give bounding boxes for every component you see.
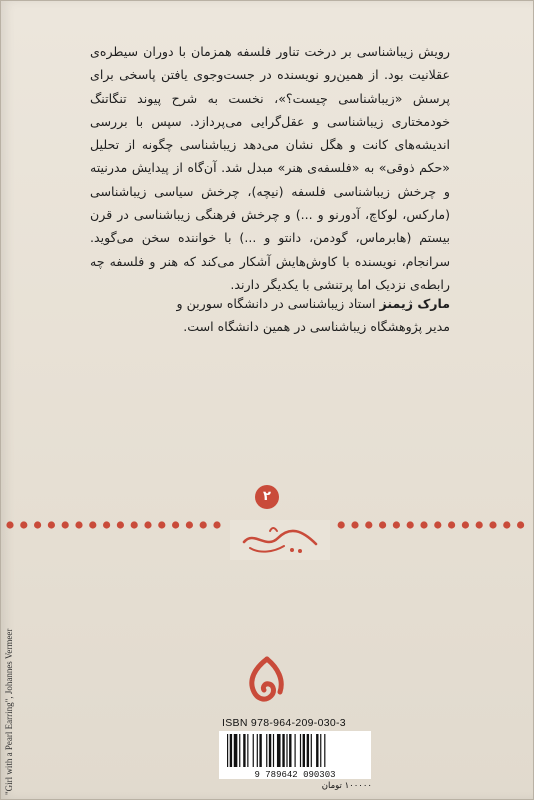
divider-dot: [517, 521, 524, 528]
divider-dot: [476, 521, 483, 528]
barcode-bar: [253, 734, 254, 767]
barcode-digits: 9 789642 090303: [254, 770, 336, 779]
divider-dot: [172, 521, 179, 528]
barcode-bar: [266, 734, 267, 767]
divider-dot: [6, 521, 13, 528]
divider-dot: [20, 521, 27, 528]
divider-dot: [434, 521, 441, 528]
divider-dot: [200, 521, 207, 528]
divider-dot: [462, 521, 469, 528]
author-name: مارک ژیمنز: [379, 296, 450, 311]
barcode-bar: [300, 734, 301, 767]
barcode-bar: [289, 734, 291, 767]
barcode-bar: [227, 734, 228, 767]
author-description: استاد زیباشناسی در دانشگاه سوربن و مدیر پژوهشگاه زیباشناسی در همین دانشگاه است.: [176, 296, 450, 335]
divider-dot: [62, 521, 69, 528]
divider-dot: [158, 521, 165, 528]
divider-dot: [34, 521, 41, 528]
barcode-bar: [239, 734, 240, 767]
barcode-bar: [320, 734, 321, 767]
barcode-bar: [282, 734, 284, 767]
divider-dot: [103, 521, 110, 528]
divider-dot: [338, 521, 345, 528]
barcode-bar: [307, 734, 309, 767]
divider-dot: [365, 521, 372, 528]
divider-dot: [503, 521, 510, 528]
cover-art-credit: "Girl with a Pearl Earring", Johannes Vermeer: [4, 628, 14, 795]
blurb-paragraph: رویش زیباشناسی بر درخت تناور فلسفه همزمان با دوران سیطره‌ی عقلانیت بود. از همین‌رو نویسنده در جست‌وجوی یافتن پاسخی برای پرسش «زیباشناسی چیست؟»، نخست به شرح پیوند تنگاتنگ خودمختاری زیباشناسی و عقل‌گرایی می‌پردازد. سپس با بررسی اندیشه‌های کانت و هگل نشان می‌دهد زیباشناسی چگونه از تحلیل «حکم ذوقی» به «فلسفه‌ی هنر» مبدل شد. آن‌گاه از پیدایش مدرنیته و چرخش زیباشناسی فلسفه (نیچه)، چرخش سیاسی زیباشناسی (مارکس، لوکاچ، آدورنو و ...) و چرخش فرهنگی زیباشناسی در قرن بیستم (هابرماس، گودمن، دانتو و ...) با خواننده سخن می‌گوید. سرانجام، نویسنده با کاوش‌هایش آشکار می‌کند که هنر و فلسفه چه رابطه‌ی نزدیک اما پرتنشی با یکدیگر دارند.: [90, 44, 450, 292]
barcode-bar: [286, 734, 287, 767]
divider-dot: [351, 521, 358, 528]
barcode-bar: [311, 734, 312, 767]
barcode-bar: [259, 734, 261, 767]
divider-dot: [213, 521, 220, 528]
divider-dot: [75, 521, 82, 528]
divider-dot: [448, 521, 455, 528]
isbn-label: ISBN 978-964-209-030-3: [222, 717, 346, 729]
barcode-icon: [219, 731, 371, 779]
divider-dot: [489, 521, 496, 528]
barcode-bar: [324, 734, 325, 767]
divider-dot: [144, 521, 151, 528]
divider-dot: [407, 521, 414, 528]
barcode-bar: [295, 734, 296, 767]
divider-dot: [89, 521, 96, 528]
barcode-bar: [243, 734, 245, 767]
barcode-bar: [269, 734, 271, 767]
divider-dot: [117, 521, 124, 528]
divider-dot: [186, 521, 193, 528]
barcode-bar: [316, 734, 318, 767]
barcode-bar: [247, 734, 248, 767]
barcode-bar: [273, 734, 274, 767]
barcode-bar: [234, 734, 238, 767]
divider-dot: [131, 521, 138, 528]
price-label: ۱۰۰۰۰۰ تومان: [321, 781, 372, 791]
series-number-badge: ۲: [255, 485, 279, 509]
barcode-bar: [230, 734, 232, 767]
barcode-bar: [303, 734, 305, 767]
divider-dot: [420, 521, 427, 528]
author-bio: [150, 292, 450, 339]
divider-dot: [379, 521, 386, 528]
series-logo-icon: [230, 520, 330, 560]
blurb-text: [90, 40, 450, 296]
divider-dot: [48, 521, 55, 528]
barcode-bar: [277, 734, 281, 767]
divider-dot: [393, 521, 400, 528]
barcode-bar: [257, 734, 258, 767]
